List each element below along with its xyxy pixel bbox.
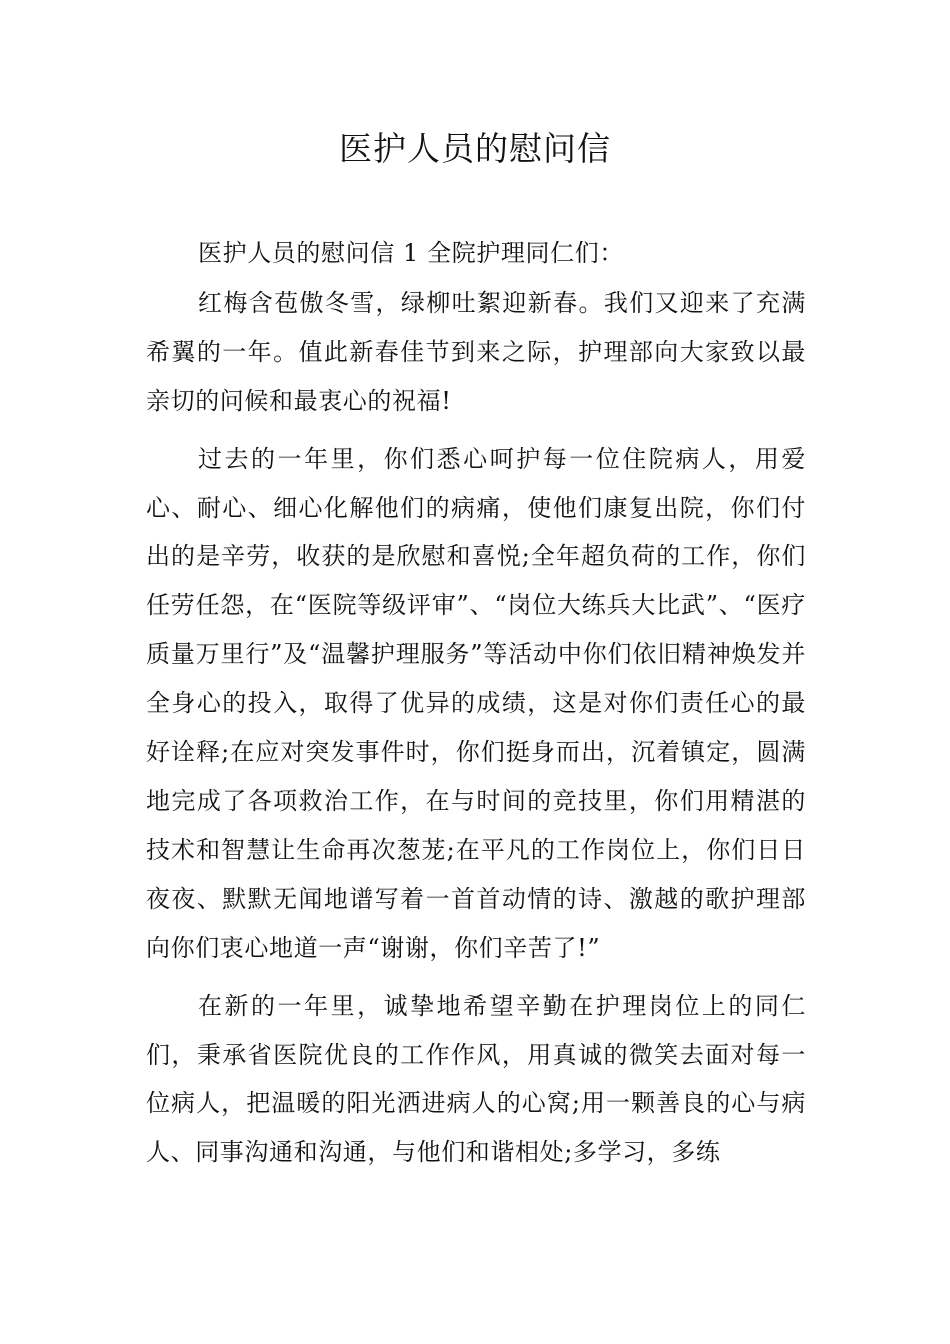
opening-paragraph: 红梅含苞傲冬雪，绿柳吐絮迎新春。我们又迎来了充满希翼的一年。值此新春佳节到来之际，护理部向大家致以最亲切的问候和最衷心的祝福! — [146, 288, 806, 415]
document-title: 医护人员的慰问信 — [339, 129, 611, 168]
review-paragraph: 过去的一年里，你们悉心呵护每一位住院病人，用爱心、耐心、细心化解他们的病痛，使他们康复出院，你们付出的是辛劳，收获的是欣慰和喜悦;全年超负荷的工作，你们任劳任怨，在“医院等级评审”、“岗位大练兵大比武”、“医疗质量万里行”及“温馨护理服务”等活动中你们依旧精神焕发并全身心的投入，取得了优异的成绩，这是对你们责任心的最好诠释;在应对突发事件时，你们挺身而出，沉着镇定，圆满地完成了各项救治工作，在与时间的竞技里，你们用精湛的技术和智慧让生命再次葱茏;在平凡的工作岗位上，你们日日夜夜、默默无闻地谱写着一首首动情的诗、激越的歌护理部向你们衷心地道一声“谢谢，你们辛苦了!” — [146, 444, 806, 962]
greeting-paragraph: 医护人员的慰问信 1 全院护理同仁们： — [198, 239, 624, 267]
document-body — [146, 229, 806, 1186]
hope-paragraph: 在新的一年里，诚挚地希望辛勤在护理岗位上的同仁们，秉承省医院优良的工作作风，用真诚的微笑去面对每一位病人，把温暖的阳光洒进病人的心窝;用一颗善良的心与病人、同事沟通和沟通，与他们和谐相处;多学习，多练 — [146, 991, 806, 1167]
